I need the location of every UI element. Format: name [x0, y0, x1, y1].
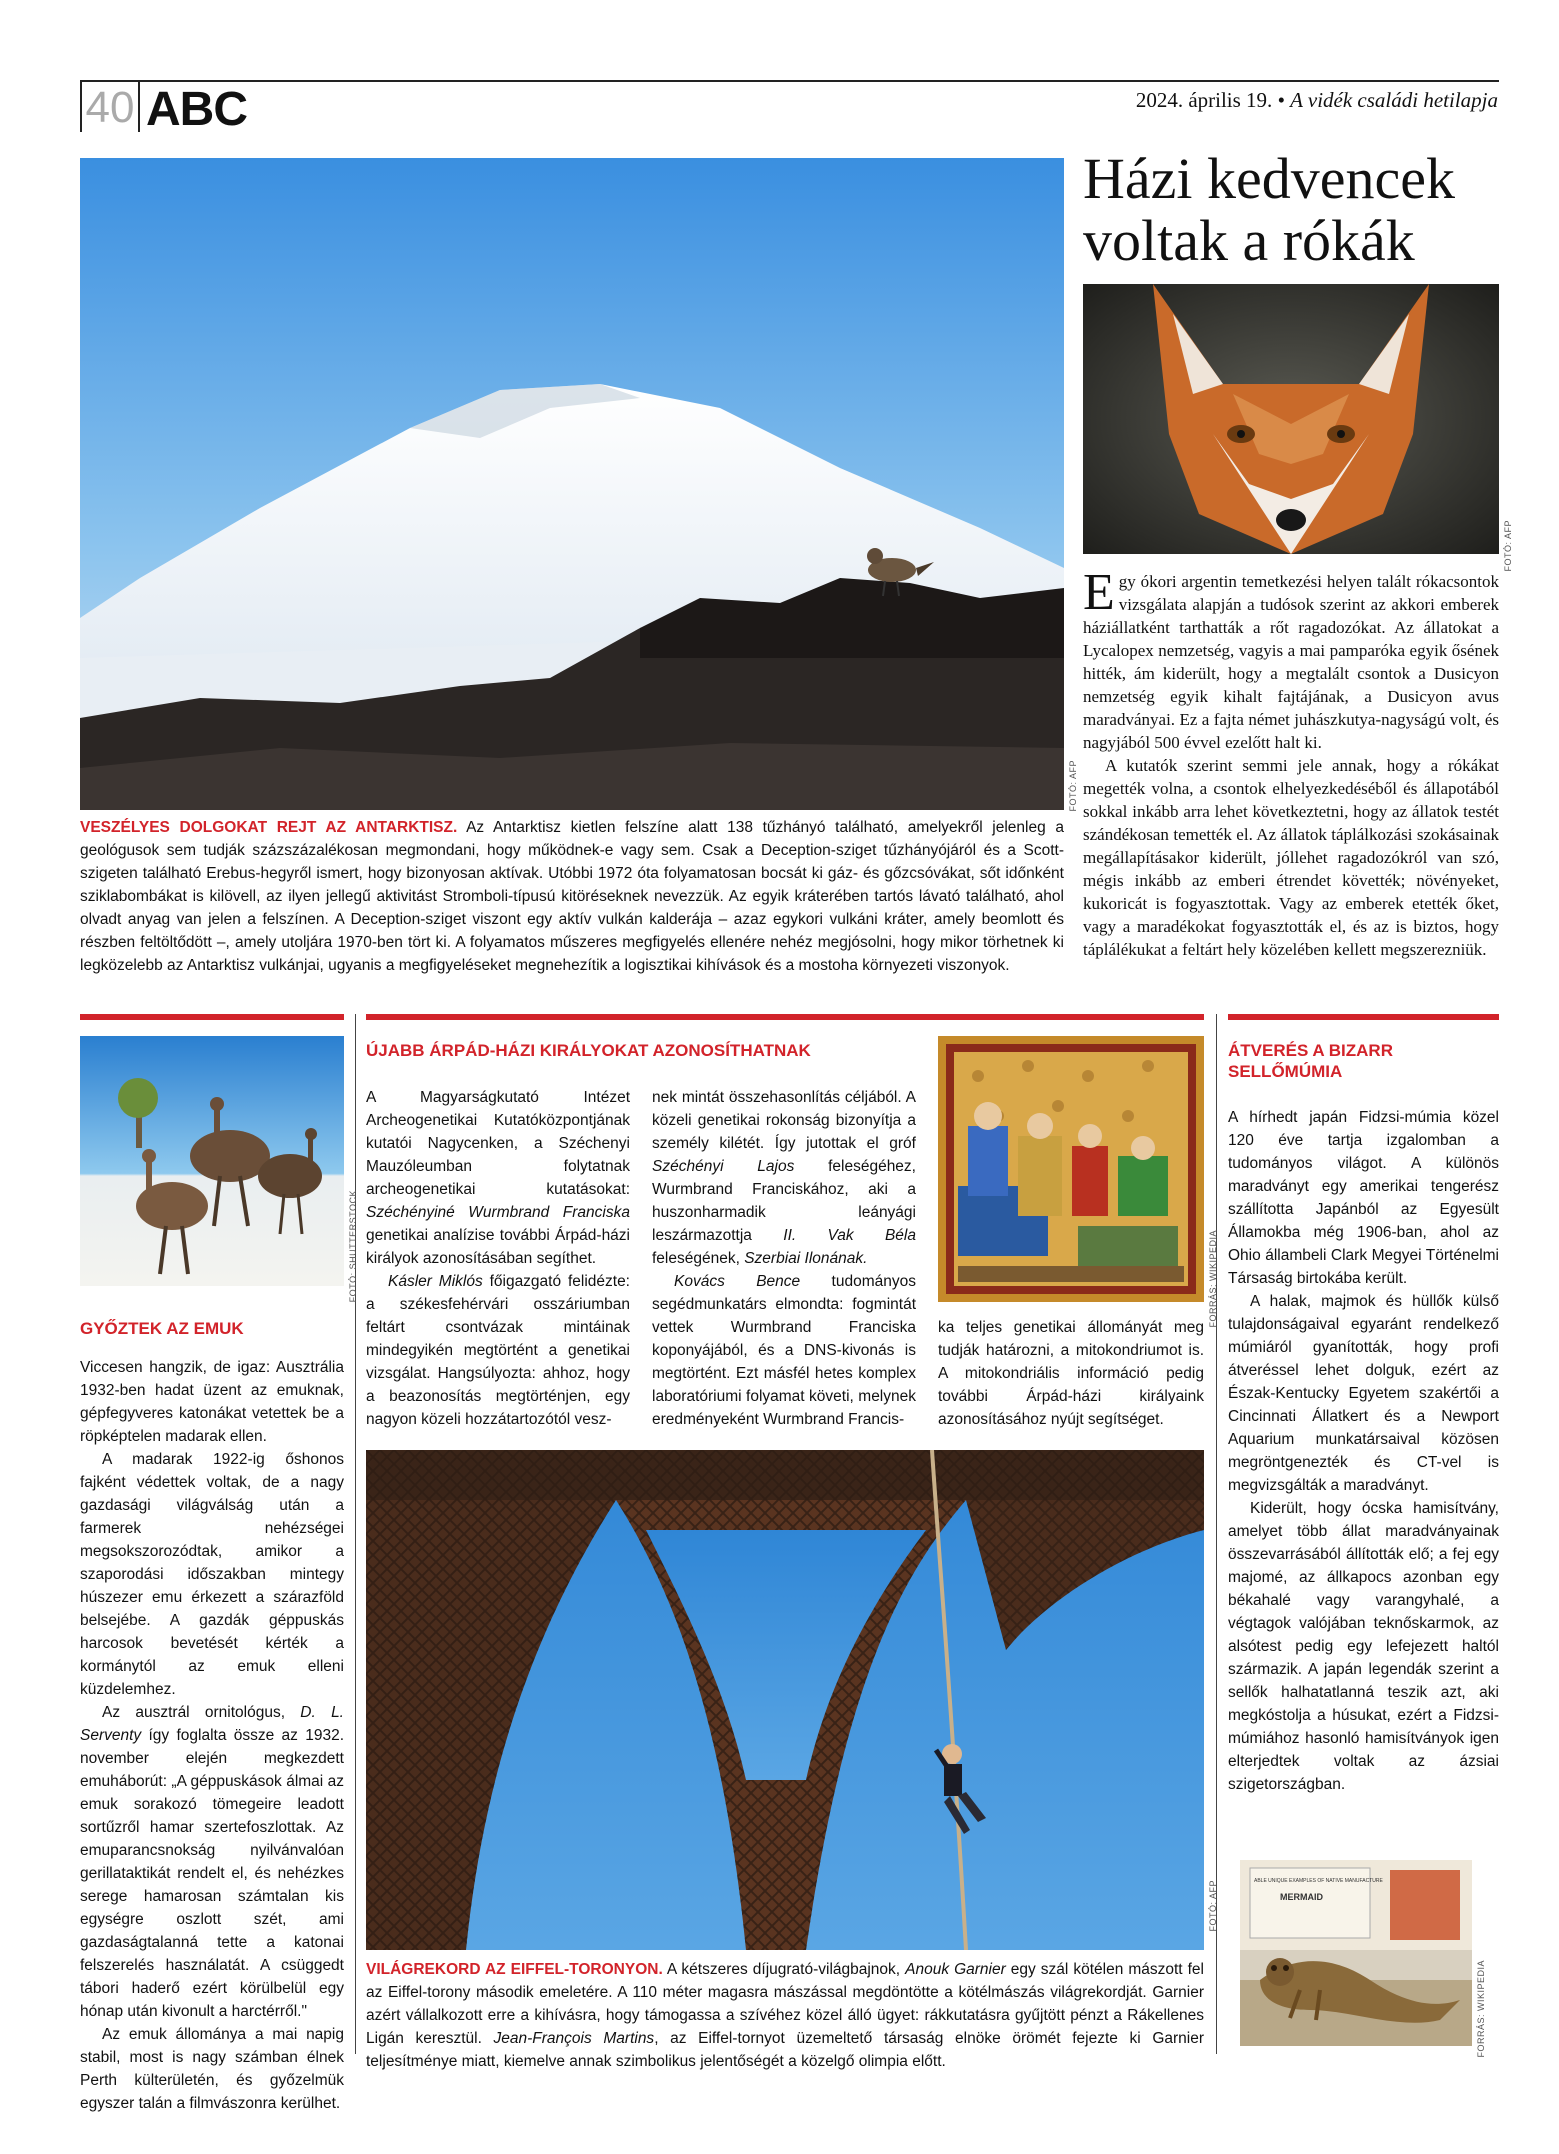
paragraph: A Magyarságkutató Intézet Archeogenetikai Kutatóközpontjának kutatói Nagycenken, a Széchenyi Mauzóleumban folytatnak archeogenetikai kutatásokat: Széchényiné Wurmbrand Franciska genetikai analízise további Árpád-házi királyok azonosításában segíthet. [366, 1089, 630, 1267]
paragraph: A hírhedt japán Fidzsi-múmia közel 120 éve tartja izgalomban a tudományos világot. A különös maradványt egy amerikai tengerész szállította Japánból az Egyesült Államokba még 1906-ban, ahol az Ohio állambeli Clark Megyei Történelmi Társaság birtokába került. [1228, 1109, 1499, 1287]
photo-credit: FOTÓ: SHUTTERSTOCK [348, 1190, 358, 1303]
antarctica-text: Az Antarktisz kietlen felszíne alatt 138 tűzhányó található, amelyekről jelenleg a geológusok sem tudják százszázalékosan megmondani, hogy működnek-e vagy sem. Csak a Deception-sziget tűzhányójáról és a Scott-szigeten található Erebus-hegyről ismert, hogy bizonyosan aktívak. Utóbbi 1972 óta folyamatosan bocsát ki gáz- és gőzcsóvákat, sőt időnként sziklabombákat is kilövell, az ilyen jellegű aktivitást Stromboli-típusú kitöréseknek nevezzük. Az egyik kráterében tartós lávató található, ahol olvadt anyag van jelen a felszínen. A Deception-sziget viszont egy aktív vulkán kalderája – azaz egykori vulkáni kráter, amely beomlott és részben feltöltődött –, amely utoljára 1970-ben tört ki. A folyamatos műszeres megfigyelés ellenére nehéz megjósolni, hogy mikor törhetnek ki legközelebb az Antarktisz vulkánjai, ugyanis a megfigyeléseket megnehezítik a logisztikai kihívások és a mostoha környezeti viszonyok. [80, 819, 1064, 974]
arpad-kicker: ÚJABB ÁRPÁD-HÁZI KIRÁLYOKAT AZONOSÍTHATNAK [366, 1041, 811, 1060]
emu-kicker: GYŐZTEK AZ EMUK [80, 1319, 244, 1338]
antarctica-caption [80, 816, 1064, 977]
photo-credit: FOTÓ: AFP [1208, 1880, 1218, 1932]
emu-photo [80, 1036, 344, 1286]
fiji-mermaid-image [1240, 1860, 1472, 2046]
bullet: • [1277, 88, 1285, 112]
emus-beach-image [80, 1036, 344, 1286]
fox-article-body [1083, 564, 1499, 961]
paragraph: A halak, majmok és hüllők külső tulajdonságaival egyaránt rendelkező múmiáról gyanították, hogy profi átveréssel lehet dolguk, ezért az Észak-Kentucky Egyetem szakértői a Cincinnati Állatkert és a Newport Aquarium munkatársaival közösen megröntgenezték és CT-vel is megvizsgálták a maradványt. [1228, 1293, 1499, 1494]
paragraph: Viccesen hangzik, de igaz: Ausztrália 1932-ben hadat üzent az emuknak, gépfegyveres katonákat vetettek be a röpképtelen madarak ellen. [80, 1359, 344, 1445]
section-name: ABC [146, 83, 247, 136]
paragraph: ka teljes genetikai állományát meg tudják határozni, a mitokondriumot is. A mitokondriális információ pedig további Árpád-házi királyaink azonosításához nyújt segítséget. [938, 1319, 1204, 1428]
paragraph: A madarak 1922-ig őshonos fajként védettek voltak, de a nagy gazdasági világválság után a farmerek nehézségei megsokszorozódtak, amikor a szaporodási időszakban mintegy húszezer emu érkezett a szárazföld belsejébe. A gazdák géppuskás harcosok bevetését kérték a kormánytól az emuk elleni küzdelemhez. [80, 1451, 344, 1698]
section-rule [366, 1014, 1204, 1020]
antarctica-photo [80, 158, 1064, 810]
paragraph: Az ausztrál ornitológus, D. L. Serventy így foglalta össze az 1932. november elején megkezdett emuháborút: „A géppuskások álmai az emuk sorakozó tömegeire leadott sortűzről hamar szertefoszlottak. Az emuparancsnokság nyilvánvalóan gerillataktikát rendelt el, és nehézkes serege hamarosan számtalan kis egységre oszlott szét, ami gazdaságtalanná tette a katonai felszerelés használatát. A csüggedt tábori haderő ezért körülbelül egy hónap után kivonult a harctérről." [80, 1704, 344, 2020]
arpad-column-3 [938, 1316, 1204, 1431]
eiffel-tower-climb-image [366, 1450, 1204, 1950]
fox-article-title: Házi kedvencek voltak a rókák [1083, 146, 1455, 273]
paragraph: nek mintát összehasonlítás céljából. A közeli genetikai rokonság bizonyítja a személy kilétét. Így jutottak el gróf Széchényi Lajos feleségéhez, Wurmbrand Franciskához, aki a huszonharmadik leányági leszármazottja II. Vak Béla feleségének, Szerbiai Ilonának. [652, 1089, 916, 1267]
museum-label-title: MERMAID [1280, 1892, 1323, 1902]
fox-face-image [1083, 284, 1499, 554]
page-number: 40 [80, 80, 140, 132]
eiffel-headline: VILÁGREKORD AZ EIFFEL-TORONYON. [366, 1961, 663, 1978]
erebus-volcano-image [80, 158, 1064, 810]
emu-article-body [80, 1356, 344, 2115]
drop-cap: E [1083, 564, 1115, 621]
photo-credit: FOTÓ: AFP [1068, 760, 1078, 812]
chronicle-miniature-photo [938, 1036, 1204, 1302]
fox-photo [1083, 284, 1499, 554]
arpad-column-2 [652, 1086, 916, 1431]
mermaid-kicker: ÁTVERÉS A BIZARR SELLŐMÚMIA [1228, 1041, 1393, 1081]
mermaid-article-body [1228, 1106, 1499, 1796]
paragraph: Egy ókori argentin temetkezési helyen talált rókacsontok vizsgálata alapján a tudósok szerint az akkori emberek háziállatként tarthatták a rőt ragadozókat. Az állatokat a Lycalopex nemzetség, vagyis a mai pamparóka egyik ősének hitték, ám kiderült, hogy a megtalált csontok a Dusicyon nemzetség egyik kihalt fajtájának, a Dusicyon avus maradványai. Ez a fajta német juhászkutya-nagyságú volt, és nagyjából 500 évvel ezelőtt halt ki. [1083, 564, 1499, 752]
paragraph: Kiderült, hogy ócska hamisítvány, amelyet több állat maradványainak összevarrásából állították elő; a fej egy majomé, az állkapocs azonban egy békahalé vagy varangyhalé, a végtagok valójában teknőskarmok, az alsótest pedig egy lefejezett haltól származik. A japán legendák szerint a sellők halhatatlanná teszik azt, aki megkóstolja a húsukat, ezért a Fidzsi-múmiához hasonló hamisítványok igen elterjedtek voltak az ázsiai szigetországban. [1228, 1500, 1499, 1793]
antarctica-headline: VESZÉLYES DOLGOKAT REJT AZ ANTARKTISZ. [80, 819, 458, 836]
photo-credit: FOTÓ: AFP [1503, 520, 1513, 572]
paragraph: A kutatók szerint semmi jele annak, hogy a rókákat megették volna, a csontok elhelyezkedéséből és állapotából sokkal inkább arra lehet következtetni, hogy az állatok testét szándékosan temették el. Az állatok táplálkozási szokásainak megállapításakor kiderült, jóllehet ragadozókról van szó, mégis inkább az emberi étrendet követték; növényeket, kukoricát is fogyasztottak. Vagy az emberek etették őket, vagy a maradékokat fogyasztották el, és az is biztos, hogy táplálékukat a feltárt hely közelében kellett megszerezniük. [1083, 756, 1499, 959]
arpad-column-1 [366, 1086, 630, 1431]
paragraph: Kovács Bence tudományos segédmunkatárs elmondta: fogmintát vettek Wurmbrand Franciska koponyájából, és a DNS-kivonás is megtörtént. Ezt másfél hetes komplex laboratóriumi folyamat követi, melynek eredményeként Wurmbrand Francis- [652, 1273, 916, 1428]
eiffel-caption: VILÁGREKORD AZ EIFFEL-TORONYON. A kétszeres díjugrató-világbajnok, Anouk Garnier egy szál kötélen mászott fel az Eiffel-torony második emeletére. A 110 méter magasra mászással megdöntötte a kötélmászás világrekordját. Garnier azért vállalkozott erre a kihívásra, hogy támogassa a szívéhez közel álló ügyet: rákkutatásra gyűjtött pénzt a Rákellenes Ligán keresztül. Jean-François Martins, az Eiffel-tornyot üzemeltető társaság elnöke örömét fejezte ki Garnier teljesítménye miatt, kiemelve annak szimbolikus jelentőségét a közelgő olimpia előtt. [366, 1961, 1205, 2070]
column-divider [355, 1014, 356, 2054]
paragraph: Kásler Miklós főigazgató felidézte: a székesfehérvári osszáriumban feltárt csontvázak mintáinak mindegyikén megtörtént a genetikai vizsgálat. Hangsúlyozta: ahhoz, hogy a beazonosítás megtörténjen, egy nagyon közeli hozzátartozótól vesz- [366, 1273, 630, 1428]
issue-info [1136, 88, 1498, 113]
museum-label: ABLE UNIQUE EXAMPLES OF NATIVE MANUFACTURE [1254, 1878, 1383, 1884]
photo-credit: FORRÁS: WIKIPEDIA [1476, 1960, 1486, 2058]
photo-credit: FORRÁS: WIKIPEDIA [1208, 1230, 1218, 1328]
medieval-miniature-image [938, 1036, 1204, 1302]
publication-name: A vidék családi hetilapja [1290, 88, 1498, 112]
eiffel-photo [366, 1450, 1204, 1950]
issue-date: 2024. április 19. [1135, 88, 1273, 112]
mermaid-mummy-photo [1240, 1860, 1472, 2046]
section-rule [80, 1014, 344, 1020]
header-rule [80, 80, 1499, 82]
paragraph: Az emuk állománya a mai napig stabil, most is nagy számban élnek Perth külterületén, és győzelmük egyszer talán a filmvászonra kerülhet. [80, 2026, 344, 2112]
section-rule [1228, 1014, 1499, 1020]
